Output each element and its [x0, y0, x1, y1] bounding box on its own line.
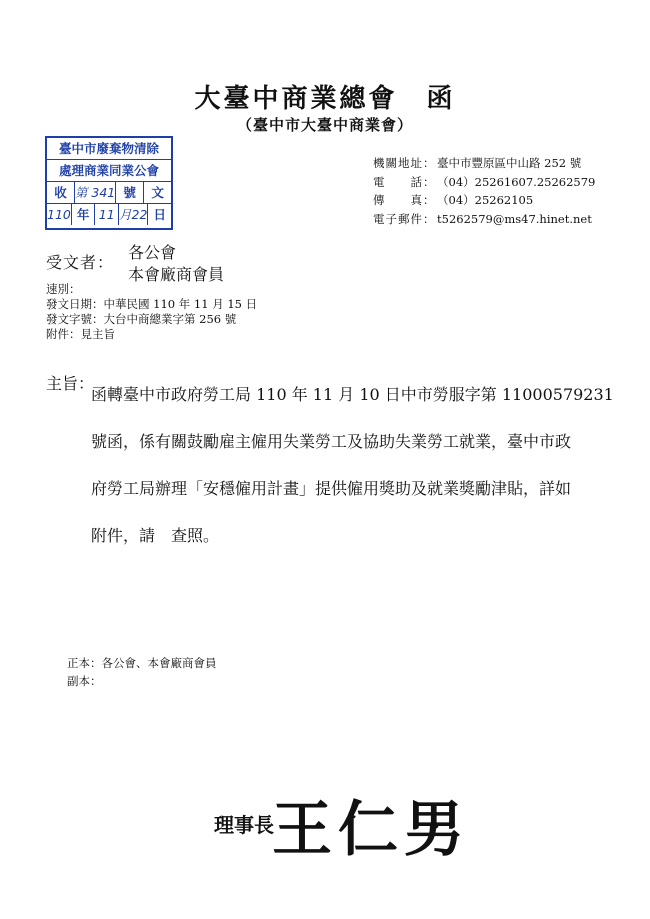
recipient-line1: 各公會 [128, 243, 177, 262]
meta-speed: 速別： [46, 282, 81, 296]
stamp-receipt-number: 第 341 [75, 182, 116, 203]
stamp-date-ri: 日 [153, 207, 166, 222]
document-subtitle: （臺中市大臺中商業會） [236, 116, 413, 134]
contact-block [373, 154, 595, 228]
stamp-org-line1: 臺中市廢棄物清除 [47, 138, 171, 160]
meta-date: 發文日期：中華民國 110 年 11 月 15 日 [46, 297, 258, 311]
address-label: 機關地址： [373, 156, 436, 170]
subject-body [91, 371, 614, 559]
fax-value: （04）25262105 [437, 193, 534, 207]
subject-line1: 函轉臺中市政府勞工局 110 年 11 月 10 日中市勞服字第 11000579231 [91, 385, 614, 404]
stamp-date-nian: 年 [72, 204, 96, 225]
stamp-date-year: 110 [47, 204, 72, 225]
email-label: 電子郵件： [373, 211, 436, 226]
distribution-copy: 副本： [67, 674, 102, 688]
distribution-main: 正本：各公會、本會廠商會員 [67, 656, 217, 670]
stamp-date-row [47, 204, 171, 225]
stamp-receipt-hao: 號 [116, 182, 144, 203]
signature-title: 理事長 [214, 813, 274, 837]
recipient-line2: 本會廠商會員 [128, 265, 225, 284]
phone-label: 電 話： [373, 174, 436, 189]
subject-line3: 府勞工局辦理「安穩僱用計畫」提供僱用獎助及就業獎勵津貼，詳如 [91, 479, 572, 498]
signature-name: 王仁男 [272, 795, 470, 865]
stamp-receipt-row [47, 182, 171, 204]
stamp-date-month: 11 [95, 204, 119, 225]
document-title: 大臺中商業總會 函 [194, 84, 456, 114]
email-value: t5262579@ms47.hinet.net [437, 211, 592, 226]
phone-value: （04）25261607.25262579 [437, 174, 596, 189]
stamp-receipt-wen: 文 [151, 185, 164, 200]
subject-line2: 號函，係有關鼓勵雇主僱用失業勞工及協助失業勞工就業，臺中市政 [91, 432, 572, 451]
document-meta [46, 282, 257, 342]
address-value: 臺中市豐原區中山路 252 號 [437, 156, 582, 170]
stamp-receipt-char: 收 [47, 182, 75, 203]
receipt-stamp [45, 136, 173, 230]
distribution-block [67, 654, 217, 690]
meta-attachment: 附件：見主旨 [46, 327, 115, 341]
subject-label: 主旨： [46, 374, 95, 393]
recipient-label: 受文者： [46, 253, 115, 272]
fax-label: 傳 真： [373, 193, 436, 207]
subject-line4: 附件，請 查照。 [91, 526, 220, 545]
stamp-date-day: 月22 [119, 204, 148, 225]
meta-doc-number: 發文字號：大台中商總業字第 256 號 [46, 312, 237, 326]
stamp-org-line2: 處理商業同業公會 [47, 160, 171, 182]
